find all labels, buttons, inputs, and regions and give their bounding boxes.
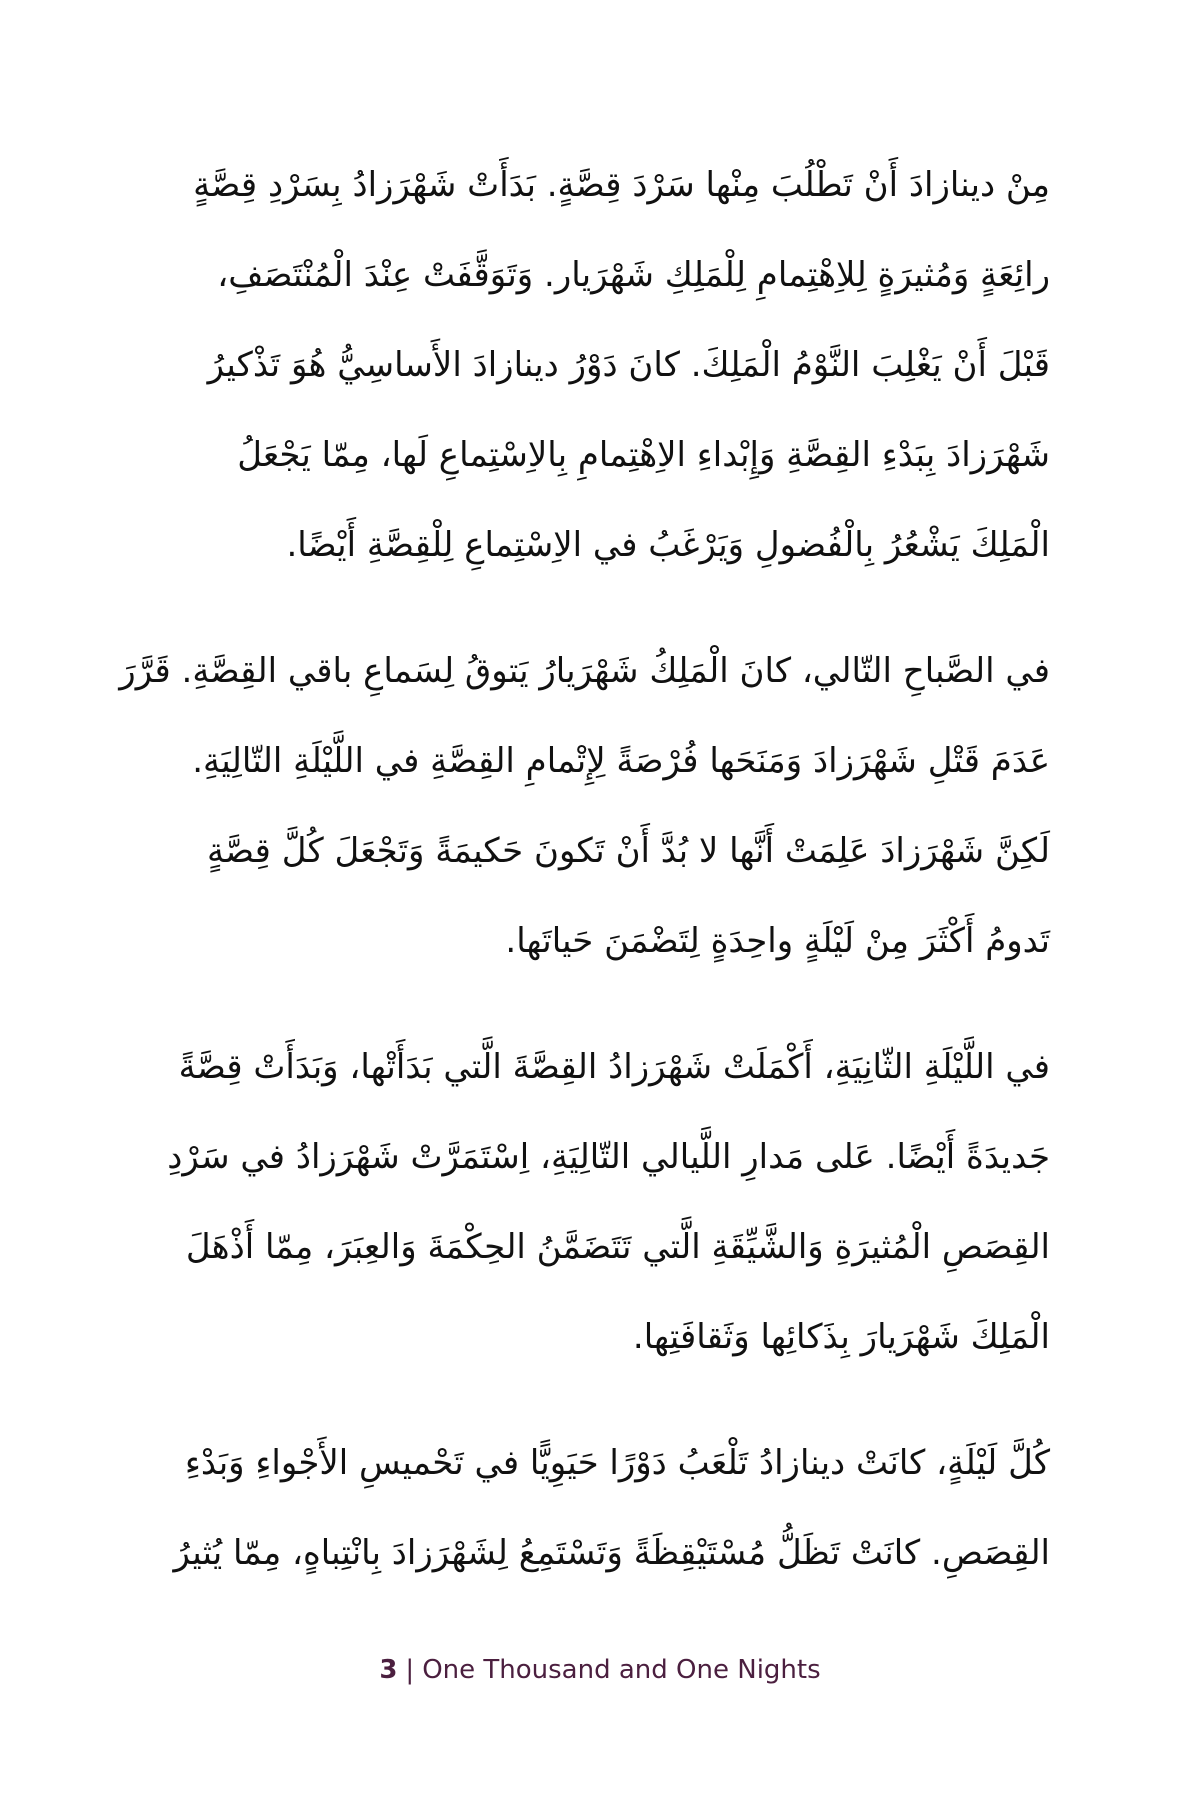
- text-line: تَدومُ أَكْثَرَ مِنْ لَيْلَةٍ واحِدَةٍ لِتَضْمَنَ حَياتَها.: [505, 921, 1050, 961]
- text-line: قَبْلَ أَنْ يَغْلِبَ النَّوْمُ الْمَلِكَ. كانَ دَوْرُ دينازادَ الأَساسِيُّ هُوَ تَذْكيرُ: [207, 345, 1050, 385]
- text-line: القِصَصِ. كانَتْ تَظَلُّ مُسْتَيْقِظَةً وَتَسْتَمِعُ لِشَهْرَزادَ بِانْتِباهٍ، مِمّا يُثيرُ: [173, 1533, 1050, 1573]
- text-line: لَكِنَّ شَهْرَزادَ عَلِمَتْ أَنَّها لا بُدَّ أَنْ تَكونَ حَكيمَةً وَتَجْعَلَ كُلَّ قِصَّةٍ: [206, 831, 1050, 871]
- text-line: مِنْ دينازادَ أَنْ تَطْلُبَ مِنْها سَرْدَ قِصَّةٍ. بَدَأَتْ شَهْرَزادُ بِسَرْدِ قِصَّةٍ: [193, 165, 1050, 205]
- text-line: القِصَصِ الْمُثيرَةِ وَالشَّيِّقَةِ الَّتي تَتَضَمَّنُ الحِكْمَةَ وَالعِبَرَ، مِمّا أَذْهَلَ: [185, 1227, 1050, 1267]
- text-line: شَهْرَزادَ بِبَدْءِ القِصَّةِ وَإِبْداءِ الاِهْتِمامِ بِالاِسْتِماعِ لَها، مِمّا يَجْعَلُ: [237, 435, 1050, 475]
- text-line: عَدَمَ قَتْلِ شَهْرَزادَ وَمَنَحَها فُرْصَةً لِإِتْمامِ القِصَّةِ في اللَّيْلَةِ التّالِيَةِ.: [192, 741, 1050, 781]
- text-line: في اللَّيْلَةِ الثّانِيَةِ، أَكْمَلَتْ شَهْرَزادُ القِصَّةَ الَّتي بَدَأَتْها، وَبَدَأَتْ قِصَّةً: [178, 1047, 1050, 1087]
- book-title: One Thousand and One Nights: [422, 1655, 821, 1685]
- text-line: الْمَلِكَ يَشْعُرُ بِالْفُضولِ وَيَرْغَبُ في الاِسْتِماعِ لِلْقِصَّةِ أَيْضًا.: [286, 525, 1050, 565]
- text-line: الْمَلِكَ شَهْرَيارَ بِذَكائِها وَثَقافَتِها.: [632, 1317, 1050, 1357]
- paragraph-2: [119, 626, 1050, 986]
- text-line: جَديدَةً أَيْضًا. عَلى مَدارِ اللَّيالي التّالِيَةِ، اِسْتَمَرَّتْ شَهْرَزادُ في سَرْدِ: [167, 1137, 1050, 1177]
- paragraph-3: [150, 1022, 1050, 1382]
- paragraph-1: [150, 140, 1050, 590]
- arabic-text-block: [119, 140, 1050, 1634]
- text-line: رائِعَةٍ وَمُثيرَةٍ لِلاِهْتِمامِ لِلْمَلِكِ شَهْرَيار. وَتَوَقَّفَتْ عِنْدَ الْمُنْتَصَفِ،: [217, 255, 1050, 295]
- paragraph-4: [150, 1418, 1050, 1598]
- text-line: في الصَّباحِ التّالي، كانَ الْمَلِكُ شَهْرَيارُ يَتوقُ لِسَماعِ باقي القِصَّةِ. قَرَّرَ: [119, 651, 1050, 691]
- text-line: كُلَّ لَيْلَةٍ، كانَتْ دينازادُ تَلْعَبُ دَوْرًا حَيَوِيًّا في تَحْميسِ الأَجْواءِ وَبَدْءِ: [184, 1443, 1050, 1483]
- page-number: 3: [379, 1655, 398, 1685]
- page-footer: [0, 1655, 1200, 1685]
- footer-divider: |: [405, 1655, 415, 1685]
